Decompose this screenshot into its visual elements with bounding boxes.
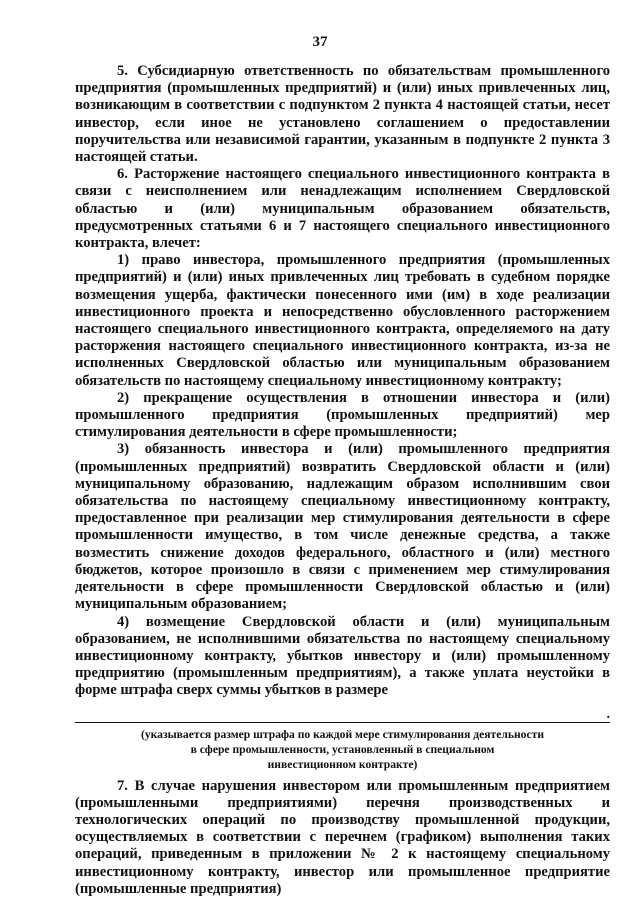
note-line: (указывается размер штрафа по каждой мере стимулирования деятельности [140,727,544,741]
note-line: инвестиционном контракте) [267,757,418,771]
paragraph-5: 5. Субсидиарную ответственность по обязательствам промышленного предприятия (промышленных предприятий) и (или) иных привлеченных лиц, возникающим в соответствии с подпунктом 2 пункта 4 настоящей статьи, несет инвестор, если иное не установлено соглашением о предоставлении поручительства или независимой гарантии, указанным в подпункте 2 пункта 3 настоящей статьи. [75,63,610,166]
note-line: в сфере промышленности, установленный в специальном [190,742,495,756]
subparagraph-2: 2) прекращение осуществления в отношении инвестора и (или) промышленного предприятия (промышленных предприятий) мер стимулирования деятельности в сфере промышленности; [75,389,610,441]
fill-line-period: . [606,707,610,723]
paragraph-7: 7. В случае нарушения инвестором или промышленным предприятием (промышленными предприятиями) перечня производственных и технологических операций по производству промышленной продукции, осуществляемых в соответствии с перечнем (графиком) выполнения таких операций, приведенным в приложении № 2 к настоящему специальному инвестиционному контракту, инвестор или промышленное предприятие (промышленные предприятия) [75,777,610,897]
subparagraph-3: 3) обязанность инвестора и (или) промышленного предприятия (промышленных предприятий) возвратить Свердловской области и (или) муниципальному образованию, надлежащим образом исполнившим свои обязательства по настоящему специальному инвестиционному контракту, предоставленное при реализации мер стимулирования деятельности в сфере промышленности имущество, в том числе денежные средства, а также возместить снижение доходов федерального, областного и (или) местного бюджетов, которое произошло в связи с применением мер стимулирования деятельности в сфере промышленности Свердловской областью и (или) муниципальным образованием; [75,441,610,613]
subparagraph-4: 4) возмещение Свердловской области и (или) муниципальным образованием, не исполнившими обязательства по настоящему специальному инвестиционному контракту, убытков инвестору и (или) промышленному предприятию (промышленным предприятиям), а также уплата неустойки в форме штрафа сверх суммы убытков в размере [75,613,610,699]
document-body [75,63,610,898]
paragraph-6: 6. Расторжение настоящего специального инвестиционного контракта в связи с неисполнением или ненадлежащим исполнением Свердловской областью и (или) муниципальным образованием обязательств, предусмотренных статьями 6 и 7 настоящего специального инвестиционного контракта, влечет: [75,166,610,252]
subparagraph-1: 1) право инвестора, промышленного предприятия (промышленных предприятий) и (или) иных привлеченных лиц требовать в судебном порядке возмещения ущерба, фактически понесенного ими (им) в ходе реализации инвестиционного проекта и непосредственно обусловленного расторжением настоящего специального инвестиционного контракта, определяемого на дату расторжения настоящего специального инвестиционного контракта, из-за не исполненных Свердловской областью или муниципальным образованием обязательств по настоящему специальному инвестиционному контракту; [75,252,610,389]
penalty-blank-line [75,706,610,723]
page-number: 37 [312,34,328,50]
penalty-footnote [115,727,570,772]
